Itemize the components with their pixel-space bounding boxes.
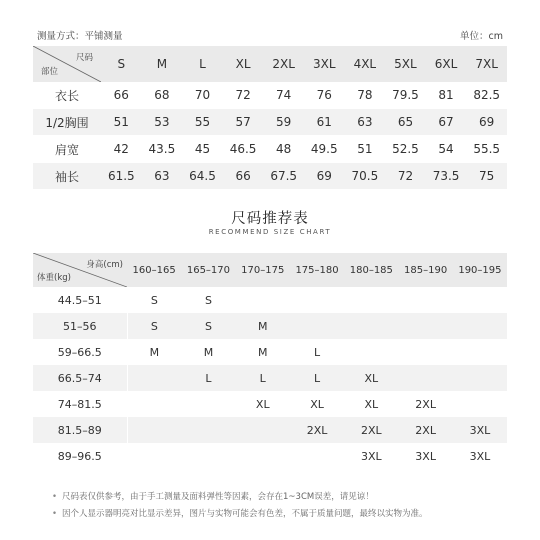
size-cell (398, 339, 452, 365)
table-row (33, 339, 507, 365)
size-header: 5XL (385, 46, 426, 82)
table-row (33, 163, 507, 190)
measurement-value: 82.5 (466, 82, 507, 109)
size-cell (398, 365, 452, 391)
size-header: 6XL (426, 46, 467, 82)
corner-bottom-label: 体重(kg) (37, 273, 71, 283)
measurement-value: 67 (426, 109, 467, 136)
measurement-value: 49.5 (304, 136, 345, 163)
size-header: M (142, 46, 183, 82)
size-cell: S (204, 293, 212, 307)
measurement-value: 64.5 (182, 163, 223, 190)
measurement-value: 74 (263, 82, 304, 109)
size-cell: L (290, 365, 344, 391)
size-header: 7XL (466, 46, 507, 82)
size-cell: S (181, 313, 235, 339)
weight-label: 59–66.5 (57, 345, 102, 359)
size-cell (398, 287, 452, 313)
corner-bottom-label: 部位 (41, 67, 59, 77)
measurement-value: 53 (142, 109, 183, 136)
corner-top-label: 身高(cm) (86, 260, 123, 270)
measurement-value: 63 (142, 163, 183, 190)
note-item (52, 489, 428, 506)
measurement-value: 78 (345, 82, 386, 109)
size-cell (398, 313, 452, 339)
table-row (33, 109, 507, 136)
height-header: 160–165 (127, 253, 181, 287)
table-row (33, 443, 507, 469)
size-cell (344, 313, 398, 339)
measurement-value: 55.5 (466, 136, 507, 163)
size-cell: M (257, 345, 268, 359)
corner-cell (33, 46, 101, 82)
size-chart-table (33, 46, 507, 190)
size-cell (181, 417, 235, 443)
measurement-value: 73.5 (426, 163, 467, 190)
size-cell: M (236, 313, 290, 339)
height-header: 180–185 (344, 253, 398, 287)
size-cell: L (236, 365, 290, 391)
corner-top-label: 尺码 (75, 53, 93, 63)
measurement-value: 72 (385, 163, 426, 190)
size-cell (127, 391, 181, 417)
size-cell: XL (364, 397, 379, 411)
size-cell: 2XL (415, 397, 436, 411)
table-row (33, 82, 507, 109)
measurement-value: 51 (345, 136, 386, 163)
measurement-value: 42 (101, 136, 142, 163)
size-cell: 2XL (290, 417, 344, 443)
measurement-value: 66 (223, 163, 264, 190)
notes (52, 489, 428, 523)
size-cell (290, 443, 344, 469)
header-row (33, 253, 507, 287)
size-cell (127, 417, 181, 443)
weight-label: 51–56 (33, 313, 127, 339)
size-cell (290, 313, 344, 339)
size-cell (453, 339, 507, 365)
measurement-value: 63 (345, 109, 386, 136)
size-cell: M (203, 345, 214, 359)
table-row (33, 365, 507, 391)
measurement-value: 48 (263, 136, 304, 163)
measurement-value: 68 (142, 82, 183, 109)
size-cell: L (181, 365, 235, 391)
size-cell (181, 443, 235, 469)
recommend-title: 尺码推荐表 (231, 211, 309, 227)
measurement-value: 61 (304, 109, 345, 136)
size-cell (236, 417, 290, 443)
size-cell (453, 313, 507, 339)
note-item (52, 506, 428, 523)
size-cell: 2XL (398, 417, 452, 443)
weight-label: 81.5–89 (33, 417, 127, 443)
height-header: 185–190 (398, 253, 452, 287)
measurement-info (37, 28, 503, 42)
table-row (33, 391, 507, 417)
size-cell (127, 365, 181, 391)
size-cell (181, 391, 235, 417)
weight-label: 89–96.5 (57, 449, 102, 463)
table-row (33, 287, 507, 313)
size-cell (290, 287, 344, 313)
size-header: 2XL (263, 46, 304, 82)
size-cell: XL (255, 397, 270, 411)
size-cell: 3XL (415, 449, 436, 463)
recommend-size-table (33, 253, 507, 469)
size-cell: S (127, 287, 181, 313)
measurement-value: 65 (385, 109, 426, 136)
measurement-value: 72 (223, 82, 264, 109)
size-cell: 3XL (361, 449, 382, 463)
bullet-icon: • (52, 492, 58, 502)
size-header: 4XL (345, 46, 386, 82)
recommend-subtitle: RECOMMEND SIZE CHART (208, 228, 332, 236)
size-cell: 3XL (453, 417, 507, 443)
measurement-value: 45 (182, 136, 223, 163)
measurement-value: 57 (223, 109, 264, 136)
measurement-value: 79.5 (385, 82, 426, 109)
measurement-value: 70 (182, 82, 223, 109)
size-cell: XL (344, 365, 398, 391)
measurement-value: 70.5 (345, 163, 386, 190)
size-cell: L (313, 345, 321, 359)
measurement-value: 59 (263, 109, 304, 136)
size-cell (453, 287, 507, 313)
size-cell: 2XL (344, 417, 398, 443)
unit-label: 单位：cm (460, 31, 503, 42)
row-label: 1/2胸围 (33, 109, 101, 136)
measurement-value: 43.5 (142, 136, 183, 163)
measurement-value: 76 (304, 82, 345, 109)
size-cell (127, 443, 181, 469)
table-row (33, 136, 507, 163)
size-cell (236, 443, 290, 469)
measurement-value: 61.5 (101, 163, 142, 190)
height-header: 170–175 (236, 253, 290, 287)
height-header: 165–170 (181, 253, 235, 287)
size-cell (453, 365, 507, 391)
size-cell (344, 287, 398, 313)
size-cell (236, 287, 290, 313)
measurement-value: 66 (101, 82, 142, 109)
measurement-value: 69 (304, 163, 345, 190)
weight-label: 74–81.5 (57, 397, 102, 411)
note-text: 尺码表仅供参考，由于手工测量及面料弹性等因素，会存在1~3CM误差，请见谅！ (62, 492, 374, 502)
measurement-value: 46.5 (223, 136, 264, 163)
size-header: S (101, 46, 142, 82)
measurement-value: 52.5 (385, 136, 426, 163)
size-cell (344, 339, 398, 365)
row-label: 衣长 (33, 82, 101, 109)
size-header: 3XL (304, 46, 345, 82)
measurement-value: 75 (466, 163, 507, 190)
size-cell: XL (310, 397, 324, 411)
measurement-method-label: 测量方式：平铺测量 (37, 31, 123, 42)
bullet-icon: • (52, 509, 58, 519)
measurement-value: 67.5 (263, 163, 304, 190)
height-header: 175–180 (290, 253, 344, 287)
note-text: 因个人显示器明亮对比显示差异，图片与实物可能会有色差，不属于质量问题，最终以实物为准。 (62, 509, 428, 519)
measurement-value: 69 (466, 109, 507, 136)
table-row (33, 417, 507, 443)
measurement-value: 51 (101, 109, 142, 136)
corner-cell (33, 253, 127, 287)
size-cell: S (127, 313, 181, 339)
row-label: 袖长 (33, 163, 101, 190)
size-cell (453, 391, 507, 417)
measurement-value: 54 (426, 136, 467, 163)
size-cell: M (127, 339, 181, 365)
height-header: 190–195 (453, 253, 507, 287)
size-header: L (182, 46, 223, 82)
header-row (33, 46, 507, 82)
weight-label: 44.5–51 (57, 293, 102, 307)
table-row (33, 313, 507, 339)
size-header: XL (223, 46, 264, 82)
measurement-value: 81 (426, 82, 467, 109)
size-cell: 3XL (469, 449, 491, 463)
row-label: 肩宽 (33, 136, 101, 163)
measurement-value: 55 (182, 109, 223, 136)
weight-label: 66.5–74 (33, 365, 127, 391)
